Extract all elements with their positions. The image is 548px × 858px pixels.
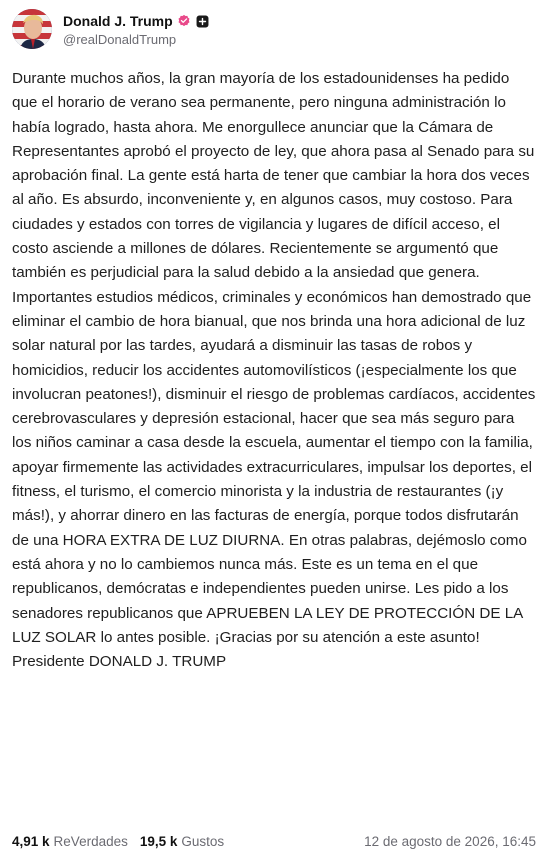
name-row bbox=[63, 11, 209, 31]
author-display-name[interactable]: Donald J. Trump bbox=[63, 13, 173, 29]
author-handle[interactable]: @realDonaldTrump bbox=[63, 32, 177, 47]
likes-label[interactable]: Gustos bbox=[181, 834, 225, 849]
likes-count[interactable]: 19,5 k bbox=[139, 834, 178, 849]
reposts-count[interactable]: 4,91 k bbox=[12, 834, 50, 849]
reposts-label[interactable]: ReVerdades bbox=[53, 834, 128, 849]
author-names bbox=[63, 11, 209, 47]
post-timestamp[interactable]: 12 de agosto de 2026, 16:45 bbox=[364, 834, 536, 849]
post-stats-bar bbox=[12, 834, 536, 849]
post-header bbox=[12, 7, 209, 51]
post-body-text: Durante muchos años, la gran mayoría de los estadounidenses ha pedido que el horario de verano sea permanente, pero ninguna administración lo había logrado, hasta ahora. Me enorgullece anunciar que la Cámara de Representantes aprobó el proyecto de ley, que ahora pasa al Senado para su aprobación final. La gente está harta de tener que cambiar la hora dos veces al año. Es absurdo, inconveniente y, en algunos casos, muy costoso. Para ciudades y estados con torres de vigilancia y lugares de difícil acceso, el costo asciende a millones de dólares. Recientemente se argumentó que también es perjudicial para la salud debido a la ansiedad que genera. Importantes estudios médicos, criminales y económicos han demostrado que eliminar el cambio de hora bianual, que nos brinda una hora adicional de luz solar natural por las tardes, ayudará a disminuir las tasas de robos y homicidios, reducir los accidentes automovilísticos (¡especialmente los que involucran peatones!), disminuir el riesgo de problemas cardíacos, accidentes cerebrovasculares y depresión estacional, hacer que sea más seguro para los niños caminar a casa desde la escuela, aumentar el tiempo con la familia, apoyar firmemente las actividades extracurriculares, impulsar los deportes, el fitness, el turismo, el comercio minorista y la industria de restaurantes (¡y más!), y ahorrar dinero en las facturas de energía, porque todos disfrutarán de una HORA EXTRA DE LUZ DIURNA. En otras palabras, dejémoslo como está ahora y no lo cambiemos nunca más. Este es un tema en el que republicanos, demócratas e independientes pueden unirse. Les pido a los senadores republicanos que APRUEBEN LA LEY DE PROTECCIÓN DE LA LUZ SOLAR lo antes posible. ¡Gracias por su atención a este asunto! Presidente DONALD J. TRUMP bbox=[12, 70, 536, 671]
plus-square-icon[interactable] bbox=[196, 15, 209, 28]
avatar-image bbox=[12, 9, 52, 49]
verified-badge-icon bbox=[177, 14, 191, 28]
avatar[interactable] bbox=[12, 9, 52, 49]
